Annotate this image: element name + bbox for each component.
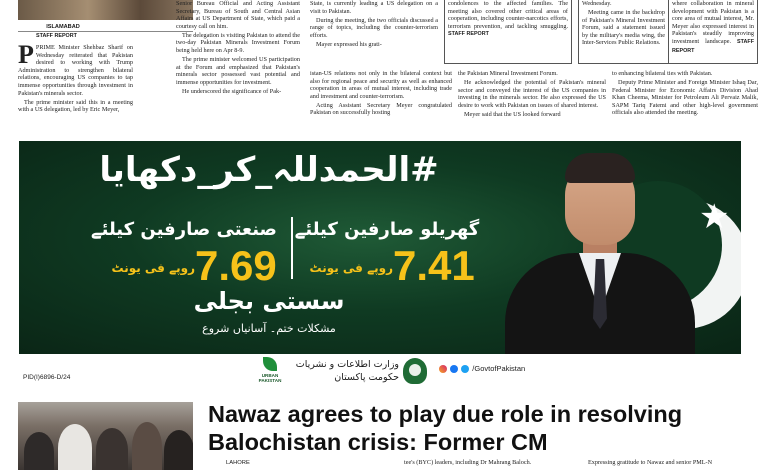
- article-column-6: [668, 0, 758, 64]
- paragraph: Meeting came in the backdrop of Pakistan's Mineral Investment Forum, said a statement issued by the military's media wing, the Inter-Services Public Relations.: [582, 8, 665, 47]
- state-emblem-icon: [403, 358, 427, 384]
- byline: STAFF REPORT: [672, 38, 754, 54]
- story-column-3: Expressing gratitude to Nawaz and senior PML-N: [588, 459, 713, 466]
- photo-figure: [58, 424, 92, 470]
- paragraph: to enhancing bilateral ties with Pakistan.: [612, 70, 713, 77]
- facebook-icon: [450, 365, 458, 373]
- story-dateline: LAHORE: [226, 460, 250, 466]
- photo-figure: [164, 430, 193, 470]
- twitter-icon: [461, 365, 469, 373]
- paragraph: Mayer expressed his grati-: [316, 40, 382, 48]
- pid-code: PID(I)6896-D/24: [23, 374, 71, 381]
- portrait-hair: [565, 153, 635, 183]
- story-column-2: tee's (BYC) leaders, including Dr Mahrang Baloch.: [404, 459, 532, 466]
- paragraph: The delegation is visiting Pakistan to attend the two-day Pakistan Minerals Investment Forum being held here on Apr 8-9.: [176, 31, 300, 54]
- article-column-7: [310, 70, 452, 118]
- lead-paragraph: PRIME Minister Shehbaz Sharif on Wednesday reiterated that Pakistan desired to working with Trump Administration to strengthen bilateral relations, encouraging US companies to tap immense opportunities through investment in Pakistan's minerals sector.: [18, 44, 133, 97]
- paragraph: where collaboration in mineral development with Pakistan is a core area of mutual interest, Mr. Meyer also expressed interest in Pakistan's steadily improving investment landscape.: [672, 0, 754, 45]
- industrial-label: صنعتی صارفین کیلئے: [91, 219, 277, 240]
- story-headline[interactable]: Nawaz agrees to play due role in resolving Balochistan crisis: Former CM: [208, 401, 683, 455]
- urban-logo-label: URBAN PAKISTAN: [258, 373, 282, 383]
- byline: STAFF REPORT: [448, 31, 489, 38]
- article-column-5: [578, 0, 668, 64]
- ministry-name: [289, 358, 399, 384]
- byline: STAFF REPORT: [36, 33, 77, 39]
- ministry-line-2: حکومت پاکستان: [334, 372, 399, 383]
- leaf-icon: [263, 357, 277, 371]
- article-column-2: [176, 0, 300, 97]
- ad-hashtag: #الحمدللہ_کر_دکھایا: [99, 150, 439, 190]
- domestic-label: گھریلو صارفین کیلئے: [294, 219, 480, 240]
- social-handle: /GovtofPakistan: [472, 364, 526, 373]
- paragraph: Meyer said that the US looked forward: [464, 110, 561, 118]
- domestic-unit: روپے فی یونٹ: [309, 261, 393, 275]
- article-column-3: [310, 0, 438, 50]
- paragraph: He underscored the significance of Pak-: [182, 87, 282, 95]
- paragraph: istan-US relations not only in the bilateral context but also for regional peace and security as well as enhanced cooperation in areas of mutual interest, including trade and investment and counter-terrorism.: [310, 70, 452, 100]
- article-column-9: [612, 70, 758, 118]
- article-column-8: [458, 70, 606, 120]
- social-links: [439, 364, 525, 373]
- paragraph: Deputy Prime Minister and Foreign Minister Ishaq Dar, Federal Minister for Economic Affairs Division Ahad Khan Cheema, Minister for Petroleum Ali Pervaiz Malik, SAPM Tariq Fatemi and other high-level government officials also attended the meeting.: [612, 78, 758, 117]
- industrial-price: 7.69: [195, 242, 277, 289]
- paragraph: The prime minister said this in a meeting with a US delegation, led by Eric Meyer,: [18, 98, 133, 114]
- photo-figure: [24, 432, 54, 470]
- paragraph: condolences to the affected families. The meeting also covered other critical areas of cooperation, including counter-narcotics efforts, terrorism prevention, and tackling smuggling.: [448, 0, 568, 30]
- ad-headline: سستی بجلی: [193, 287, 345, 315]
- ad-footer: [19, 354, 741, 388]
- paragraph: Acting Assistant Secretary Meyer congratulated Pakistan on successfully hosting: [310, 101, 452, 117]
- photo-figure: [132, 422, 162, 470]
- drop-cap: P: [18, 40, 34, 69]
- photo-figure: [96, 428, 128, 470]
- government-ad-banner: [19, 141, 741, 388]
- paragraph: Senior Bureau Official and Acting Assistant Secretary, Bureau of South and Central Asian Affairs at US Department of State, which paid a courtesy call on him.: [176, 0, 300, 30]
- news-photo: [18, 402, 193, 470]
- paragraph: the Pakistan Mineral Investment Forum.: [458, 70, 558, 77]
- industrial-unit: روپے فی یونٹ: [111, 261, 195, 275]
- paragraph: The prime minister welcomed US participation at the Forum and emphasized that Pakistan's minerals sector possessed vast potential and immense opportunities for investment.: [176, 55, 300, 86]
- paragraph: He acknowledged the potential of Pakistan's mineral sector and conveyed the interest of the US companies in investing in the minerals sector. He also expressed the US desire to work with Pakistan on issues of shared interest.: [458, 78, 606, 109]
- dateline: ISLAMABAD: [46, 24, 80, 30]
- urban-pakistan-logo: [255, 357, 285, 385]
- portrait-image: [495, 141, 705, 354]
- paragraph: Wednesday.: [582, 0, 612, 7]
- paragraph: During the meeting, the two officials discussed a range of topics, including the counter-terrorism efforts.: [310, 16, 438, 39]
- ad-tagline: مشکلات ختم۔ آسانیاں شروع: [202, 322, 336, 335]
- instagram-icon: [439, 365, 447, 373]
- divider: [18, 31, 193, 32]
- article-photo: [18, 0, 193, 20]
- domestic-price: 7.41: [393, 242, 475, 289]
- article-column-1: [18, 40, 133, 115]
- article-column-4: [444, 0, 572, 64]
- star-icon: ★: [699, 199, 730, 236]
- paragraph: State, is currently leading a US delegation on a visit to Pakistan.: [310, 0, 438, 15]
- ministry-line-1: وزارت اطلاعات و نشریات: [295, 359, 399, 370]
- top-article: [0, 0, 780, 138]
